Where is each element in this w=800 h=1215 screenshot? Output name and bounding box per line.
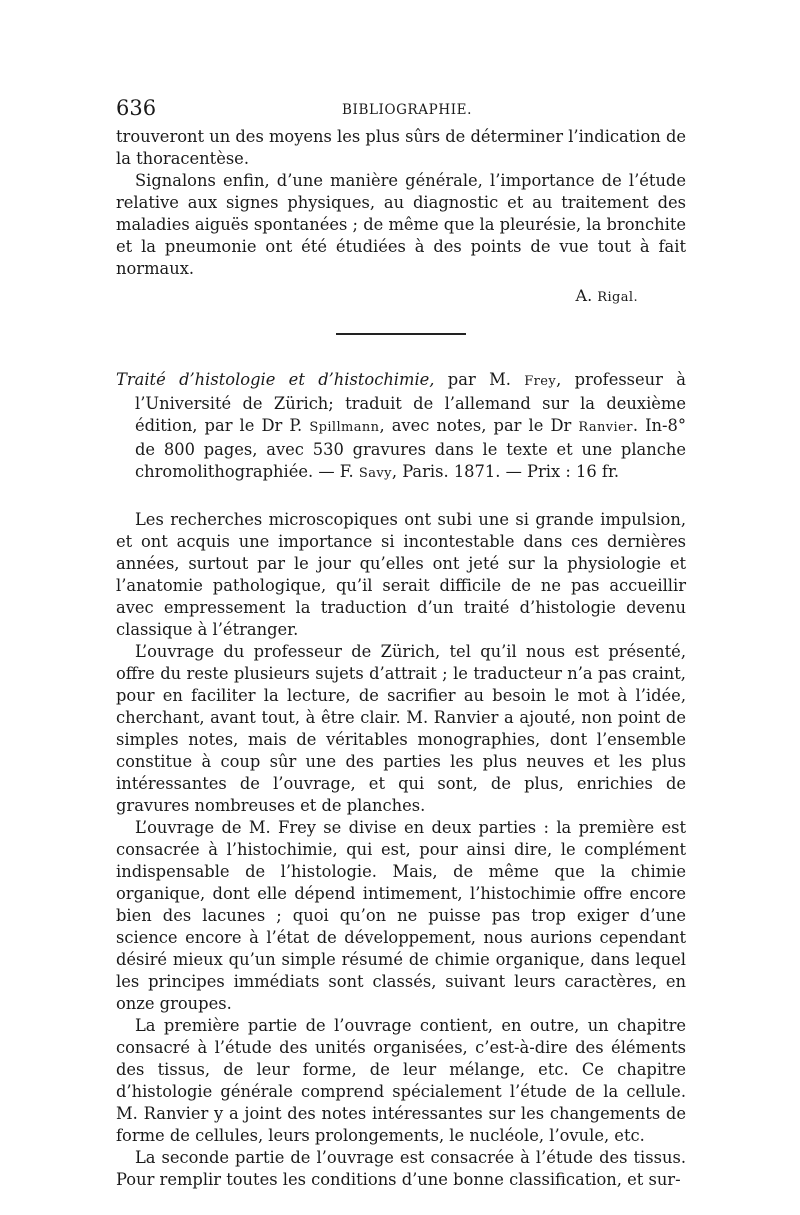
page <box>116 96 686 1191</box>
book-title: Traité d’histologie et d’histochimie, <box>116 370 435 389</box>
page-number: 636 <box>116 96 157 120</box>
reviewer-name: Rigal. <box>597 290 638 305</box>
review-paragraph: La première partie de l’ouvrage contient, en outre, un chapitre consacré à l’étude des unités organisées, c’est-à-dire des éléments des tissus, de leur forme, de leur mélange, etc. Ce chapitre d’histologie générale comprend spécialement l’étude de la cellule. M. Ranvier y a joint des notes intéressantes sur les changements de forme de cellules, leurs prolongements, le nucléole, l’ovule, etc. <box>116 1016 686 1145</box>
book-entry: Traité d’histologie et d’histochimie, par M. Frey, professeur à l’Université de Zürich; traduit de l’allemand sur la deuxième édition, par le Dr P. Spillmann, avec notes, par le Dr Ranvier. In-8° de 800 pages, avec 530 gravures dans le texte et une planche chromolithographiée. — F. Savy, Paris. 1871. — Prix : 16 fr. <box>116 370 686 481</box>
section-divider <box>336 333 466 335</box>
translator-name: Spillmann <box>309 420 380 435</box>
review-body <box>116 509 686 1191</box>
publisher-name: Savy <box>358 466 392 481</box>
author-name: Frey <box>524 374 557 389</box>
running-head: BIBLIOGRAPHIE. <box>342 102 472 118</box>
review-paragraph: L’ouvrage du professeur de Zürich, tel qu’il nous est présenté, offre du reste plusieurs sujets d’attrait ; le traducteur n’a pas craint, pour en faciliter la lecture, de sacrifier au besoin le mot à l’idée, cherchant, avant tout, à être clair. M. Ranvier a ajouté, non point de simples notes, mais de véritables monographies, dont l’ensemble constitue à coup sûr une des parties les plus neuves et les plus intéressantes de l’ouvrage, et qui sont, de plus, enrichies de gravures nombreuses et de planches. <box>116 642 686 815</box>
page-header <box>116 96 686 126</box>
review-paragraph: La seconde partie de l’ouvrage est consacrée à l’étude des tissus. Pour remplir toutes les conditions d’une bonne classification, et sur- <box>116 1148 686 1189</box>
annotator-name: Ranvier <box>578 420 633 435</box>
prev-review-paragraph: trouveront un des moyens les plus sûrs de déterminer l’indication de la thoracentèse. <box>116 127 687 168</box>
prev-review-paragraph: Signalons enfin, d’une manière générale, l’importance de l’étude relative aux signes physiques, au diagnostic et au traitement des maladies aiguës spontanées ; de même que la pleurésie, la bronchite et la pneumonie ont été étudiées à des points de vue tout à fait normaux. <box>116 171 686 278</box>
reviewer-signature: A. Rigal. <box>575 286 638 305</box>
review-paragraph: Les recherches microscopiques ont subi une si grande impulsion, et ont acquis une importance si incontestable dans ces dernières années, surtout par le jour qu’elles ont jeté sur la physiologie et l’anatomie pathologique, qu’il serait difficile de ne pas accueillir avec empressement la traduction d’un traité d’histologie devenu classique à l’étranger. <box>116 510 686 639</box>
review-paragraph: L’ouvrage de M. Frey se divise en deux parties : la première est consacrée à l’histochimie, qui est, pour ainsi dire, le complément indispensable de l’histologie. Mais, de même que la chimie organique, dont elle dépend intimement, l’histochimie offre encore bien des lacunes ; quoi qu’on ne puisse pas trop exiger d’une science encore à l’état de développement, nous aurions cependant désiré mieux qu’un simple résumé de chimie organique, dans lequel les principes immédiats sont classés, suivant leurs caractères, en onze groupes. <box>116 818 686 1013</box>
